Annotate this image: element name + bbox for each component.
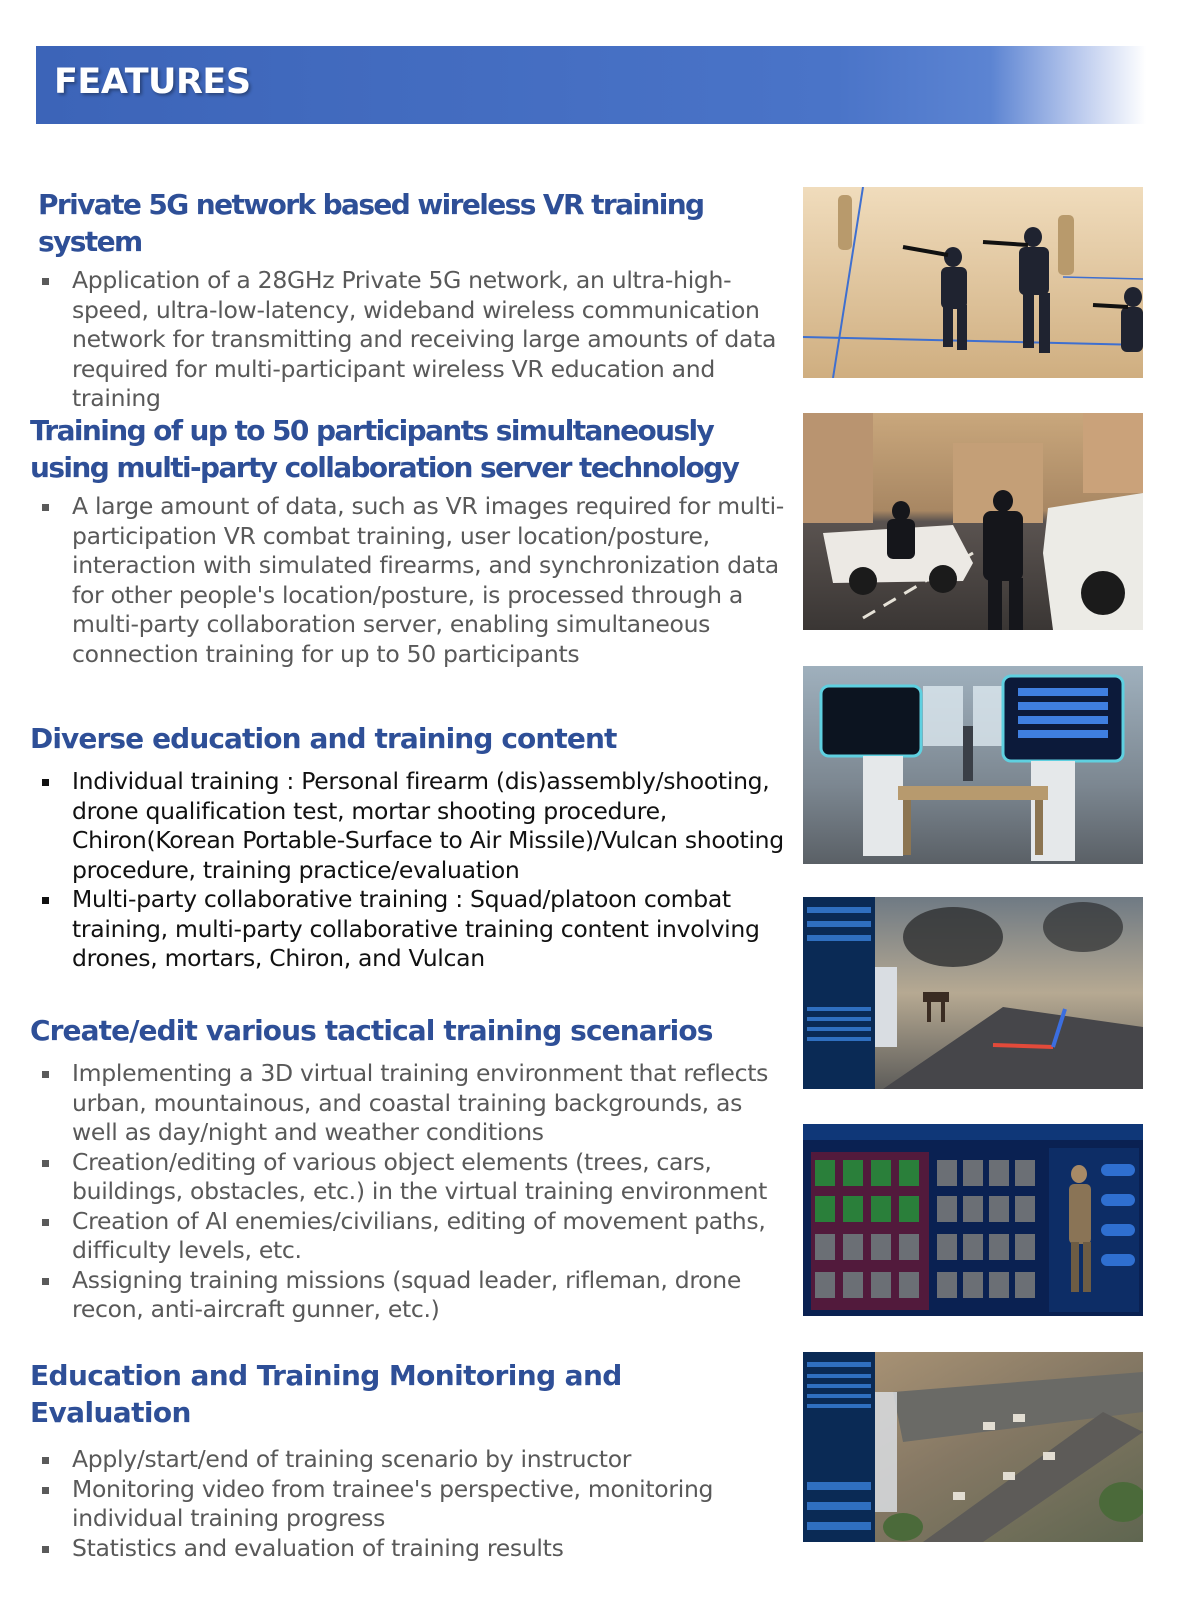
- bullet-item: Assigning training missions (squad leader, rifleman, drone recon, anti-aircraft gunner, etc.): [30, 1266, 790, 1325]
- bullet-marker: [42, 1219, 49, 1226]
- bullet-marker: [42, 779, 49, 786]
- bullet-list: [30, 492, 790, 669]
- virtual-street-combat-photo: [803, 413, 1143, 630]
- bullet-marker: [42, 1278, 49, 1285]
- virtual-classroom-photo: [803, 666, 1143, 864]
- training-monitoring-screenshot: [803, 1352, 1143, 1542]
- section-heading: Diverse education and training content: [30, 722, 617, 755]
- bullet-item: Application of a 28GHz Private 5G network, an ultra-high-speed, ultra-low-latency, wideband wireless communication network for transmitting and receiving large amounts of data required for multi-participant wireless VR education and training: [30, 266, 790, 414]
- bullet-item: Individual training : Personal firearm (dis)assembly/shooting, drone qualification test, mortar shooting procedure, Chiron(Korean Portable-Surface to Air Missile)/Vulcan shooting procedure, training practice/evaluation: [30, 767, 790, 885]
- section-heading: Training of up to 50 participants simultaneously using multi-party collaboration server technology: [30, 414, 739, 484]
- section-heading: Private 5G network based wireless VR training system: [38, 188, 704, 258]
- bullet-marker: [42, 897, 49, 904]
- bullet-marker: [42, 504, 49, 511]
- scenario-editor-screenshot: [803, 897, 1143, 1089]
- section-tactical-scenarios: [30, 1012, 790, 1325]
- bullet-item: Multi-party collaborative training : Squad/platoon combat training, multi-party collaborative training content involving drones, mortars, Chiron, and Vulcan: [30, 885, 790, 974]
- bullet-item: Apply/start/end of training scenario by instructor: [30, 1445, 790, 1475]
- section-heading: Create/edit various tactical training scenarios: [30, 1014, 713, 1047]
- bullet-list: [30, 1059, 790, 1325]
- vr-training-photo: [803, 187, 1143, 378]
- section-multi-party-server: [30, 412, 790, 669]
- bullet-list: [30, 767, 790, 974]
- banner-title: FEATURES: [54, 62, 251, 102]
- bullet-item: Statistics and evaluation of training results: [30, 1534, 790, 1564]
- features-banner: [36, 46, 1146, 124]
- section-heading: Education and Training Monitoring and Evaluation: [30, 1359, 622, 1429]
- bullet-marker: [42, 1457, 49, 1464]
- section-private-5g: [30, 186, 790, 414]
- bullet-marker: [42, 1160, 49, 1167]
- bullet-item: A large amount of data, such as VR images required for multi-participation VR combat training, user location/posture, interaction with simulated firearms, and synchronization data for other people's location/posture, is processed through a multi-party collaboration server, enabling simultaneous connection training for up to 50 participants: [30, 492, 790, 669]
- bullet-item: Creation of AI enemies/civilians, editing of movement paths, difficulty levels, etc.: [30, 1207, 790, 1266]
- bullet-marker: [42, 278, 49, 285]
- bullet-list: [30, 1445, 790, 1563]
- bullet-item: Creation/editing of various object elements (trees, cars, buildings, obstacles, etc.) in the virtual training environment: [30, 1148, 790, 1207]
- bullet-marker: [42, 1546, 49, 1553]
- section-monitoring-evaluation: [30, 1357, 790, 1563]
- bullet-item: Monitoring video from trainee's perspective, monitoring individual training progress: [30, 1475, 790, 1534]
- bullet-list: [30, 266, 790, 414]
- training-status-panel-screenshot: [803, 1124, 1143, 1316]
- bullet-item: Implementing a 3D virtual training environment that reflects urban, mountainous, and coastal training backgrounds, as well as day/night and weather conditions: [30, 1059, 790, 1148]
- bullet-marker: [42, 1071, 49, 1078]
- bullet-marker: [42, 1487, 49, 1494]
- section-diverse-content: [30, 720, 790, 974]
